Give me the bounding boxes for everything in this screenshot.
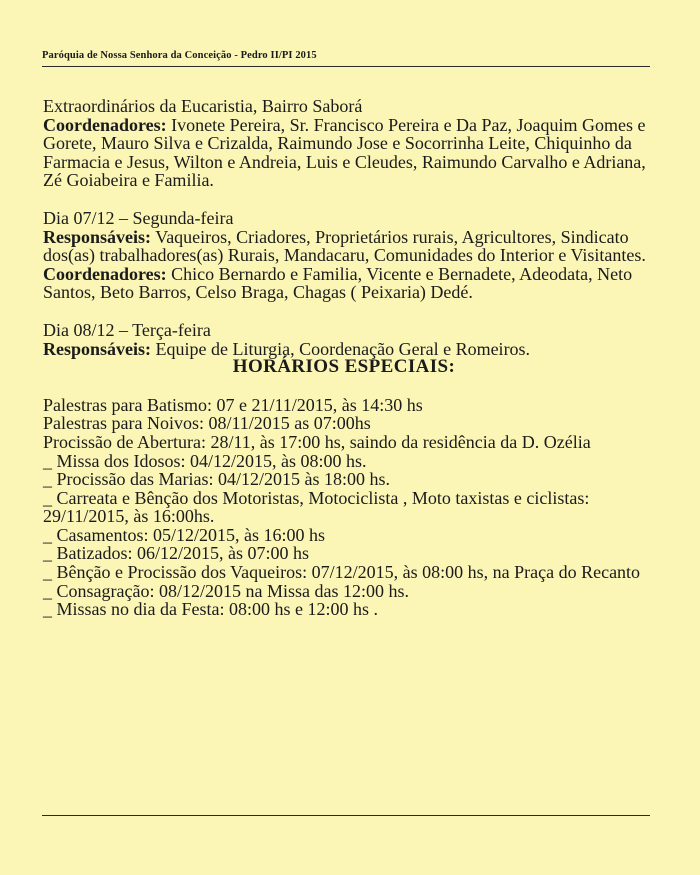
intro-coordinators-label: Coordenadores: — [43, 114, 167, 135]
intro-line: Extraordinários da Eucaristia, Bairro Saborá — [43, 96, 363, 116]
schedule-item: Palestras para Batismo: 07 e 21/11/2015, às 14:30 hs — [43, 394, 423, 415]
day2-responsible-text: Equipe de Liturgia, Coordenação Geral e Romeiros. — [151, 338, 531, 359]
spacer — [43, 190, 655, 209]
intro-coordinators — [43, 116, 655, 190]
day2-date: Dia 08/12 – Terça-feira — [43, 319, 211, 340]
schedule-item: _ Carreata e Bênção dos Motoristas, Motociclista , Moto taxistas e ciclistas: 29/11/2015, às 16:00hs. — [43, 487, 590, 527]
schedule-item: Palestras para Noivos: 08/11/2015 as 07:00hs — [43, 413, 371, 434]
day1-responsible-label: Responsáveis: — [43, 226, 152, 247]
day1-date: Dia 07/12 – Segunda-feira — [43, 207, 234, 228]
schedule-item: Procissão de Abertura: 28/11, às 17:00 hs, saindo da residência da D. Ozélia — [43, 431, 591, 452]
schedule-item: _ Consagração: 08/12/2015 na Missa das 12:00 hs. — [43, 580, 409, 601]
day1-coordinators-label: Coordenadores: — [43, 263, 167, 284]
day1-responsible — [43, 228, 655, 265]
schedule-item: _ Batizados: 06/12/2015, às 07:00 hs — [43, 543, 309, 564]
day1-responsible-text: Vaqueiros, Criadores, Proprietários rurais, Agricultores, Sindicato dos(as) trabalhadores(as) Rurais, Mandacaru, Comunidades do Interior e Visitantes. — [43, 226, 646, 266]
schedule-item: _ Casamentos: 05/12/2015, às 16:00 hs — [43, 524, 325, 545]
schedule-item: _ Missa dos Idosos: 04/12/2015, às 08:00 hs. — [43, 450, 367, 471]
schedule-item: _ Bênção e Procissão dos Vaqueiros: 07/12/2015, às 08:00 hs, na Praça do Recanto — [43, 562, 641, 583]
schedule-item: _ Missas no dia da Festa: 08:00 hs e 12:00 hs . — [43, 599, 378, 620]
page-header-title: Paróquia de Nossa Senhora da Conceição - Pedro II/PI 2015 — [42, 50, 317, 61]
spacer — [43, 302, 655, 321]
special-schedule-title: HORÁRIOS ESPECIAIS: — [232, 356, 456, 378]
footer-divider — [42, 815, 650, 816]
spacer — [43, 377, 655, 396]
day1-coordinators-text: Chico Bernardo e Familia, Vicente e Bernadete, Adeodata, Neto Santos, Beto Barros, Celso Braga, Chagas ( Peixaria) Dedé. — [43, 263, 633, 303]
special-schedule-list — [43, 396, 655, 619]
intro-coordinators-text: Ivonete Pereira, Sr. Francisco Pereira e Da Paz, Joaquim Gomes e Gorete, Mauro Silva e Crizalda, Raimundo Jose e Socorrinha Leite, Chiquinho da Farmacia e Jesus, Wilton e Andreia, Luis e Cleudes, Raimundo Carvalho e Adriana, Zé Goiabeira e Familia. — [43, 114, 646, 191]
header-divider — [42, 66, 650, 67]
day1-coordinators — [43, 265, 655, 302]
day2-responsible-label: Responsáveis: — [43, 338, 152, 359]
schedule-item: _ Procissão das Marias: 04/12/2015 às 18:00 hs. — [43, 469, 390, 490]
document-body — [43, 97, 655, 619]
